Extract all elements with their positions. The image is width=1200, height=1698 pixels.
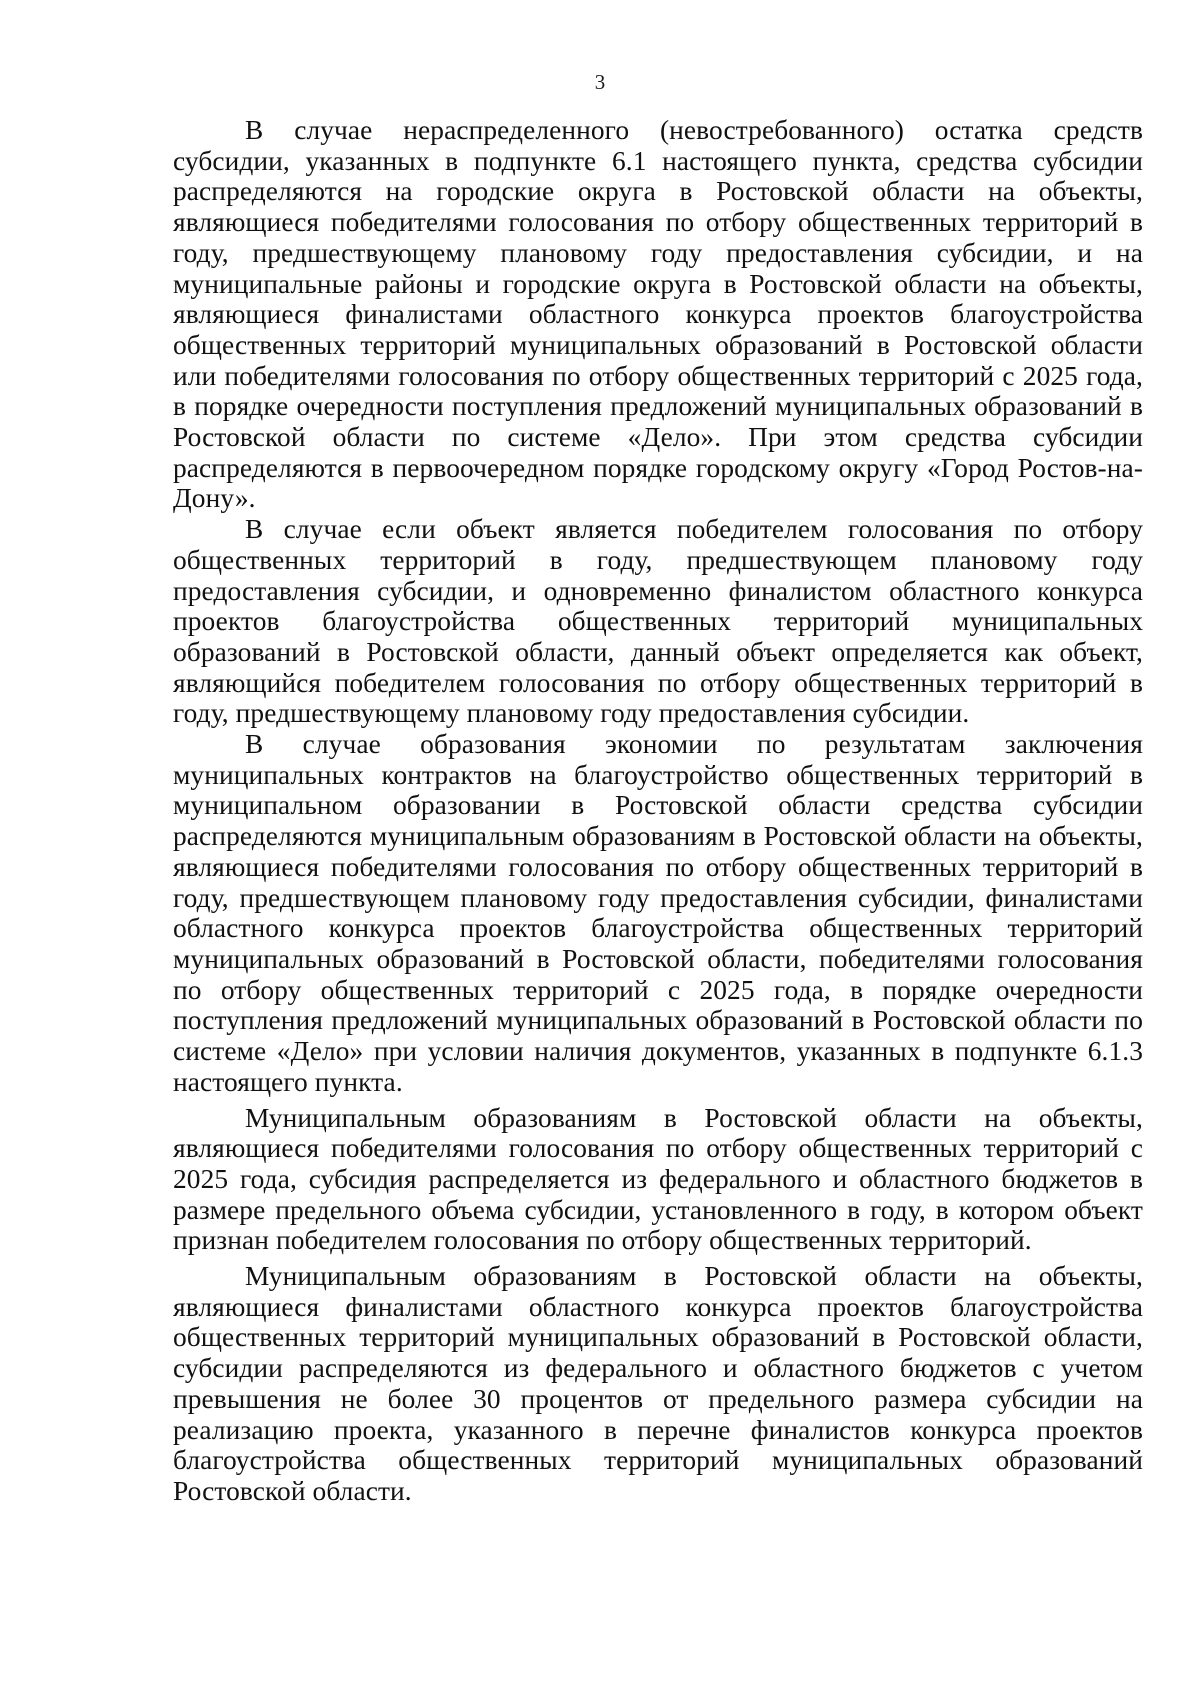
paragraph-contract-savings: В случае образования экономии по результатам заключения муниципальных контрактов на благоустройство общественных территорий в муниципальном образовании в Ростовской области средства субсидии распределяются муниципальным образованиям в Ростовской области на объекты, являющиеся победителями голосования по отбору общественных территорий в году, предшествующем плановому году предоставления субсидии, финалистами областного конкурса проектов благоустройства общественных территорий муниципальных образований в Ростовской области, победителями голосования по отбору общественных территорий с 2025 года, в порядке очередности поступления предложений муниципальных образований в Ростовской области по системе «Дело» при условии наличия документов, указанных в подпункте 6.1.3 настоящего пункта.: [173, 729, 1143, 1097]
paragraph-finalists-allocation: Муниципальным образованиям в Ростовской области на объекты, являющиеся финалистами областного конкурса проектов благоустройства общественных территорий муниципальных образований в Ростовской области, субсидии распределяются из федерального и областного бюджетов с учетом превышения не более 30 процентов от предельного размера субсидии на реализацию проекта, указанного в перечне финалистов конкурса проектов благоустройства общественных территорий муниципальных образований Ростовской области.: [173, 1261, 1143, 1506]
page-number: 3: [594, 70, 606, 94]
paragraph-undistributed-balance: В случае нераспределенного (невостребованного) остатка средств субсидии, указанных в подпункте 6.1 настоящего пункта, средства субсидии распределяются на городские округа в Ростовской области на объекты, являющиеся победителями голосования по отбору общественных территорий в году, предшествующему плановому году предоставления субсидии, и на муниципальные районы и городские округа в Ростовской области на объекты, являющиеся финалистами областного конкурса проектов благоустройства общественных территорий муниципальных образований в Ростовской области или победителями голосования по отбору общественных территорий с 2025 года, в порядке очередности поступления предложений муниципальных образований в Ростовской области по системе «Дело». При этом средства субсидии распределяются в первоочередном порядке городскому округу «Город Ростов-на-Дону».: [173, 115, 1143, 514]
document-body: [173, 115, 1143, 1507]
paragraph-voting-winner-and-finalist: В случае если объект является победителем голосования по отбору общественных территорий в году, предшествующем плановому году предоставления субсидии, и одновременно финалистом областного конкурса проектов благоустройства общественных территорий муниципальных образований в Ростовской области, данный объект определяется как объект, являющийся победителем голосования по отбору общественных территорий в году, предшествующему плановому году предоставления субсидии.: [173, 514, 1143, 729]
paragraph-voting-winners-allocation: Муниципальным образованиям в Ростовской области на объекты, являющиеся победителями голосования по отбору общественных территорий с 2025 года, субсидия распределяется из федерального и областного бюджетов в размере предельного объема субсидии, установленного в году, в котором объект признан победителем голосования по отбору общественных территорий.: [173, 1102, 1143, 1256]
